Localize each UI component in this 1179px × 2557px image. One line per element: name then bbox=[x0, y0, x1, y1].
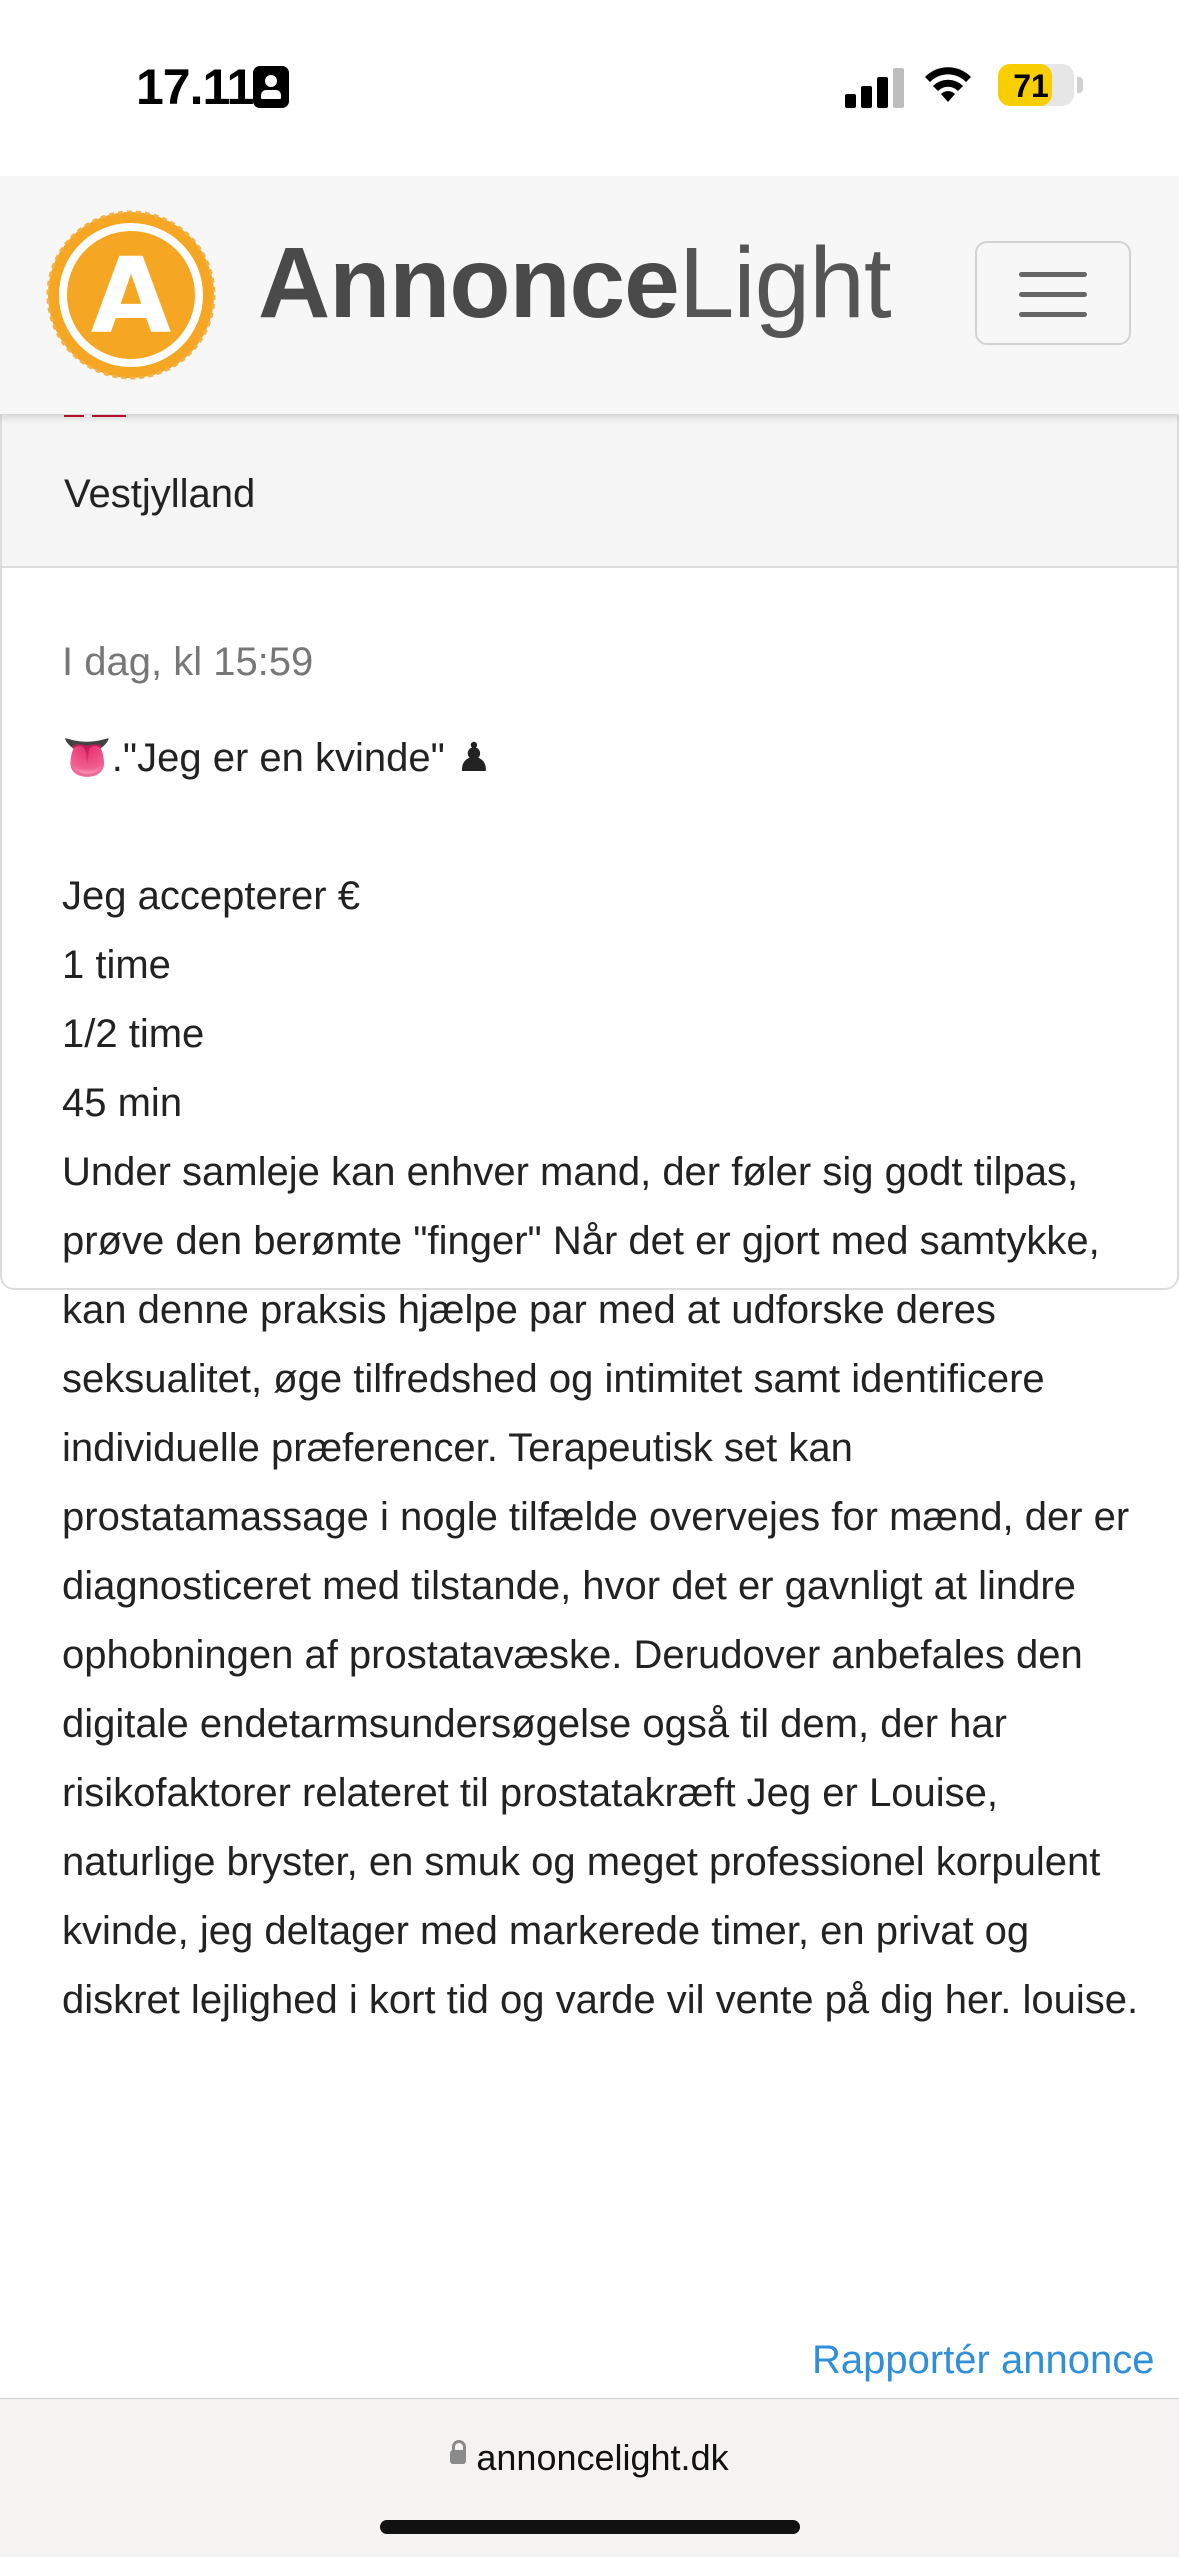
brand-name[interactable] bbox=[258, 226, 891, 341]
lock-icon bbox=[450, 2450, 466, 2464]
battery-tip bbox=[1077, 77, 1083, 93]
wifi-icon bbox=[922, 60, 974, 104]
contact-card-icon bbox=[253, 66, 289, 108]
home-indicator[interactable] bbox=[380, 2520, 800, 2534]
hamburger-line-icon bbox=[1019, 312, 1087, 317]
brand-name-light: Light bbox=[678, 227, 891, 339]
address-bar-url[interactable]: annoncelight.dk bbox=[0, 2437, 1179, 2479]
annoncelight-logo-icon[interactable] bbox=[46, 210, 216, 380]
status-bar bbox=[0, 0, 1179, 176]
listing-description: 👅."Jeg er en kvinde" ♟ Jeg accepterer € 1 time 1/2 time 45 min Under samleje kan enhver mand, der føler sig godt tilpas, prøve den berømte "finger" Når det er gjort med samtykke, kan denne praksis hjælpe par med at udforske deres seksualitet, øge tilfredshed og intimitet samt identificere individuelle præferencer. Terapeutisk set kan prostatamassage i nogle tilfælde overvejes for mænd, der er diagnosticeret med tilstande, hvor det er gavnligt at lindre ophobningen af prostatavæske. Derudover anbefales den digitale endetarmsundersøgelse også til dem, der har risikofaktorer relateret til prostatakræft Jeg er Louise, naturlige bryster, en smuk og meget professionel korpulent kvinde, jeg deltager med markerede timer, en privat og diskret lejlighed i kort tid og varde vil vente på dig her. louise. bbox=[62, 736, 1139, 2022]
listing-region: Vestjylland bbox=[64, 472, 256, 516]
battery-level: 71 bbox=[1013, 68, 1049, 104]
logo-letter: A bbox=[90, 235, 172, 357]
report-listing-link[interactable]: Rapportér annonce bbox=[812, 2338, 1155, 2382]
brand-name-bold: Annonce bbox=[258, 227, 679, 339]
hamburger-line-icon bbox=[1019, 292, 1087, 297]
battery-icon bbox=[998, 64, 1074, 106]
hamburger-line-icon bbox=[1019, 272, 1087, 277]
site-header bbox=[0, 176, 1179, 415]
hamburger-menu-button[interactable] bbox=[975, 241, 1131, 345]
cellular-signal-icon bbox=[845, 64, 905, 108]
status-time: 17.11 bbox=[136, 59, 254, 115]
listing-date: I dag, kl 15:59 bbox=[62, 640, 314, 684]
